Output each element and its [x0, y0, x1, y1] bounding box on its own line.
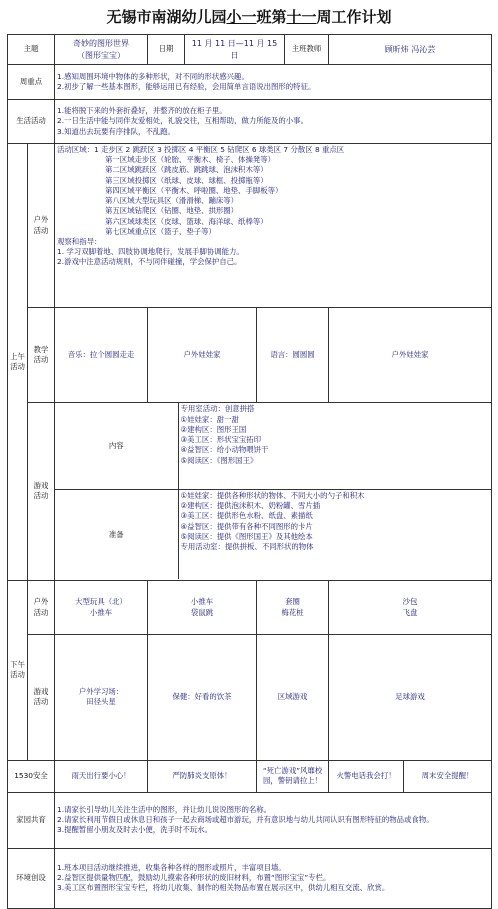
morning-outdoor-content — [55, 144, 492, 308]
focus-line: 1.感知周围环境中物体的多种形状，对不同的形状感兴趣。 — [57, 71, 249, 81]
theme-value: 奇妙的图形世界 （图形宝宝） — [55, 35, 148, 65]
game-content-list — [178, 403, 491, 489]
safety-cell: 火警电话我会打！ — [329, 760, 404, 792]
area-item: 第一区域走步区（轮胎、平衡木、椅子、体操凳等） — [105, 155, 276, 165]
env-row — [8, 848, 492, 908]
date-label: 日期 — [148, 35, 185, 65]
title-week: 十一 — [286, 8, 317, 26]
focus-line: 2.初步了解一些基本图形，能够运用已有经验，会用简单言语说出图形的特征。 — [57, 82, 316, 91]
game-content-label: 内容 — [55, 403, 178, 489]
life-label: 生活活动 — [8, 100, 55, 144]
afternoon-label: 下午活动 — [8, 580, 28, 760]
safety-row — [8, 760, 492, 792]
game-prep-list — [178, 489, 491, 579]
env-line: 3.美工区布置图形宝宝专栏，将幼儿收集、制作的相关物品布置在展示区中，供幼儿相互交流、欣赏。 — [57, 883, 390, 893]
safety-label: 1530安全 — [8, 760, 55, 792]
morning-outdoor-label: 户外活动 — [28, 144, 55, 308]
safety-cell: “死亡游戏”风靡校园，警钥请拉上！ — [257, 760, 329, 792]
title-mid: 班第 — [256, 8, 287, 26]
afternoon-game-cell: 户外学习场： 田径头星 — [55, 635, 148, 761]
family-line: 2.请家长利用节假日或休息日和孩子一起去商场或超市游玩，并有意识地与幼儿共同认识有图形特征的物品或食物。 — [57, 815, 434, 825]
family-row — [8, 792, 492, 848]
game-prep-item: ④益智区：提供带有各种不同图形的卡片 — [180, 521, 313, 531]
env-content — [55, 848, 492, 908]
areas-list — [57, 155, 489, 237]
game-inner-table — [55, 403, 491, 579]
game-prep-item: ②建构区：提供泡沫积木、奶粉罐、雪片插 — [180, 501, 321, 511]
game-row — [8, 402, 492, 580]
game-content-item: ①娃娃家：甜一甜 — [180, 414, 239, 424]
area-item: 第五区域钻爬区（钻圈、地垫、拱形圈） — [105, 206, 239, 216]
plan-table — [7, 34, 492, 909]
game-content-item: 专用室活动：创意拼搭 — [180, 404, 255, 414]
family-line: 3.提醒暂留小朋友及时去小便，洗手时不玩水。 — [57, 825, 212, 835]
life-content — [55, 100, 492, 144]
teacher-label: 主班教师 — [285, 35, 329, 65]
focus-row — [8, 65, 492, 100]
header-row — [8, 35, 492, 65]
afternoon-game-cell: 足球游戏 — [329, 635, 492, 761]
morning-label: 上午活动 — [8, 144, 28, 581]
game-prep-item: ③美工区：提供形色水粉、纸盘、素描纸 — [180, 511, 313, 521]
afternoon-outdoor-cell: 沙包 飞盘 — [329, 580, 492, 634]
teaching-cell: 语言：圆圆圆 — [257, 308, 329, 403]
area-item: 第四区域平衡区（平衡木、呼啦圈、地垫、手脚板等） — [105, 185, 283, 195]
env-line: 2.益智区提供量物匹配，鼓励幼儿摸索各种形状的废旧材料，布置“图形宝宝”专栏。 — [57, 873, 331, 883]
title-school: 无锡市南湖幼儿园 — [106, 8, 227, 26]
focus-label: 周重点 — [8, 65, 55, 100]
game-prep-item: 专用活动室：提供拼板、不同形状的物体 — [180, 542, 314, 552]
teaching-cell: 户外娃娃家 — [329, 308, 492, 403]
teaching-label: 教学活动 — [28, 308, 55, 403]
afternoon-outdoor-row — [8, 580, 492, 634]
afternoon-outdoor-cell: 套圈 梅花桩 — [257, 580, 329, 634]
game-content — [55, 402, 492, 580]
guidance-line: 2.游戏中注意活动规则，不与同伴碰撞，学会保护自己。 — [57, 257, 242, 267]
focus-content — [55, 65, 492, 100]
safety-cell: 雨天出行要小心！ — [55, 760, 148, 792]
afternoon-game-row — [8, 635, 492, 761]
guidance-line: 1. 学习双脚着地、四肢协调地爬行，发展手脚协调能力。 — [57, 247, 244, 257]
game-content-item: ③美工区：形状宝宝拓印 — [180, 435, 262, 445]
life-line: 2.一日生活中能与同伴友爱相处，礼貌交往，互相帮助，做力所能及的小事。 — [57, 116, 308, 126]
area-item: 第六区域球类区（皮球、篮球、海洋球、纸棒等） — [105, 216, 268, 226]
safety-cell: 周末安全提醒！ — [404, 760, 492, 792]
game-label: 游戏活动 — [28, 402, 55, 580]
safety-cell: 严防肺炎支原体！ — [148, 760, 257, 792]
teacher-value: 顾昕炜 冯沁芸 — [329, 35, 492, 65]
teaching-row — [8, 308, 492, 403]
life-line: 3.知道出去玩要有序排队，不乱跑。 — [57, 126, 175, 136]
afternoon-outdoor-cell: 大型玩具（北） 小推车 — [55, 580, 148, 634]
game-prep-item: ①娃娃家：提供各种形状的物体、不同大小的勺子和积木 — [180, 490, 365, 500]
area-item: 第八区域大型玩具区（滑滑梯、蹦床等） — [105, 196, 239, 206]
game-prep-item: ⑤阅读区：提供《图形国王》及其他绘本 — [180, 531, 313, 541]
guidance-title: 观察和指导： — [57, 236, 102, 246]
env-line: 1.班本项目活动继续推进，收集各种各样的图形或照片，丰富项目墙。 — [57, 862, 286, 872]
afternoon-outdoor-cell: 小推车 袋鼠跳 — [148, 580, 257, 634]
life-row — [8, 100, 492, 144]
game-content-item: ②建构区：图形王国 — [180, 424, 247, 434]
areas-intro: 活动区域：1 走步区 2 跳跃区 3 投掷区 4 平衡区 5 钻爬区 6 球类区 7 分散区 8 重点区 — [57, 145, 345, 154]
morning-outdoor-row — [8, 144, 492, 308]
afternoon-game-label: 游戏活动 — [28, 635, 55, 761]
game-prep-label: 准备 — [55, 489, 178, 579]
game-content-item: ④益智区：给小动物喂饼干 — [180, 445, 269, 455]
area-item: 第二区域跳跃区（跳皮筋、跳跳球、泡沫积木等） — [105, 165, 268, 175]
afternoon-game-cell: 区域游戏 — [257, 635, 329, 761]
teaching-cell: 音乐：拉个圆圆走走 — [55, 308, 148, 403]
page-title — [0, 0, 498, 34]
family-content — [55, 792, 492, 848]
teaching-cell: 户外娃娃家 — [148, 308, 257, 403]
life-line: 1.能将脱下来的外套折叠好，并整齐的放在柜子里。 — [57, 106, 227, 116]
date-value: 11 月 11 日—11 月 15 日 — [185, 35, 285, 65]
title-class: 小一 — [226, 8, 257, 26]
theme-label: 主题 — [8, 35, 55, 65]
game-content-item: ⑤阅读区：《图形国王》 — [180, 455, 258, 465]
family-label: 家园共育 — [8, 792, 55, 848]
area-item: 第七区域重点区（篮子、垫子等） — [105, 226, 216, 236]
env-label: 环境创设 — [8, 848, 55, 908]
title-end: 周工作计划 — [316, 8, 392, 26]
family-line: 1.请家长引导幼儿关注生活中的图形，并让幼儿说说图形的名称。 — [57, 804, 272, 814]
area-item: 第三区域投掷区（纸球、皮球、球框、投掷瓶等） — [105, 175, 268, 185]
afternoon-outdoor-label: 户外活动 — [28, 580, 55, 634]
afternoon-game-cell: 保健：好看的饮茶 — [148, 635, 257, 761]
